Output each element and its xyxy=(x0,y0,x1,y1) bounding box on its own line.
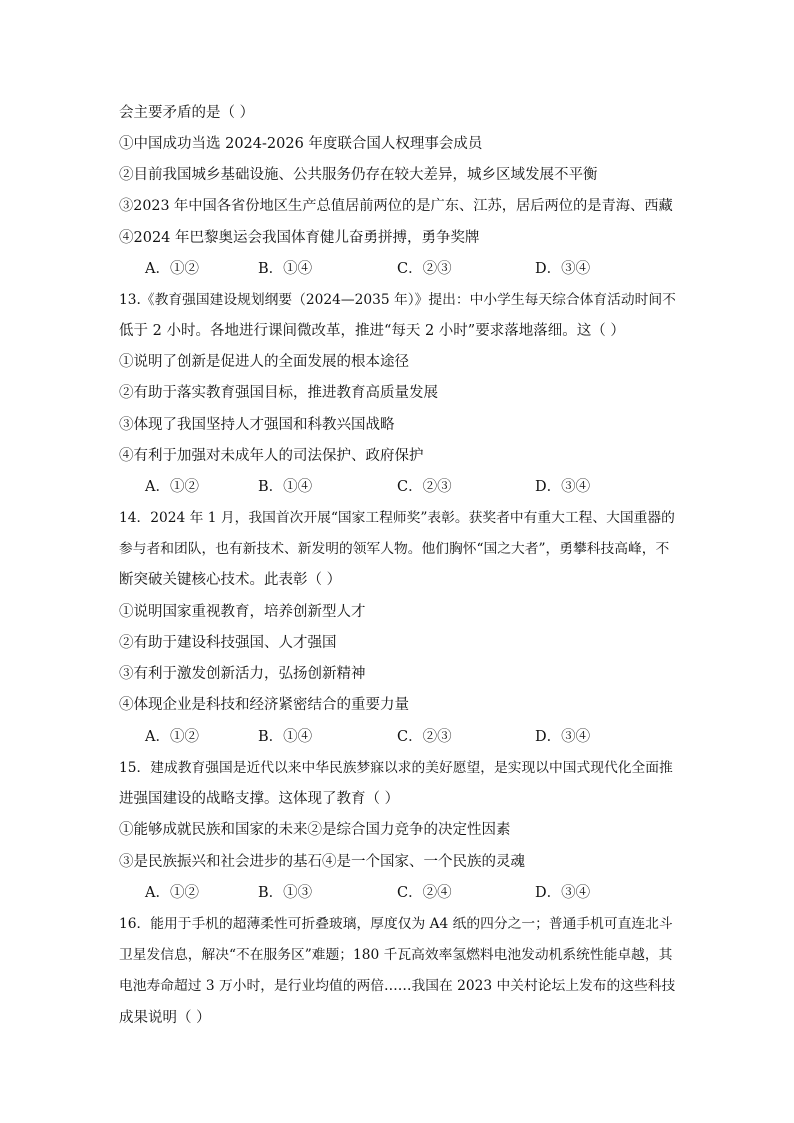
q12-option-b[interactable]: B．①④ xyxy=(258,261,313,277)
q12-statement-3: ③2023 年中国各省份地区生产总值居前两位的是广东、江苏，居后两位的是青海、西藏 xyxy=(119,198,673,214)
q14-stem-line-1: 14．2024 年 1 月，我国首次开展“国家工程师奖”表彰。获奖者中有重大工程、大国重器的 xyxy=(119,510,675,526)
q13-statement-3: ③体现了我国坚持人才强国和科教兴国战略 xyxy=(119,417,395,433)
q15-option-c[interactable]: C．②④ xyxy=(397,885,452,901)
q12-option-d[interactable]: D．③④ xyxy=(535,261,591,277)
q12-option-a[interactable]: A．①② xyxy=(145,261,199,277)
q12-stem-tail: 会主要矛盾的是（ ） xyxy=(119,105,255,121)
q13-stem-line-1: 13.《教育强国建设规划纲要（2024—2035 年）》提出：中小学生每天综合体育活动时间不 xyxy=(119,292,676,308)
q16-stem-line-1: 16．能用于手机的超薄柔性可折叠玻璃，厚度仅为 A4 纸的四分之一；普通手机可直连北斗 xyxy=(119,916,673,932)
q14-option-b[interactable]: B．①④ xyxy=(258,729,313,745)
q12-statement-4: ④2024 年巴黎奥运会我国体育健儿奋勇拼搏，勇争奖牌 xyxy=(119,230,480,246)
q13-statement-1: ①说明了创新是促进人的全面发展的根本途径 xyxy=(119,354,409,370)
q15-statement-line-2: ③是民族振兴和社会进步的基石④是一个国家、一个民族的灵魂 xyxy=(119,854,525,870)
q14-statement-2: ②有助于建设科技强国、人才强国 xyxy=(119,635,337,651)
q13-stem-line-2: 低于 2 小时。各地进行课间微改革，推进“每天 2 小时”要求落地落细。这（ ） xyxy=(119,323,625,339)
q13-option-a[interactable]: A．①② xyxy=(145,479,199,495)
q13-option-b[interactable]: B．①④ xyxy=(258,479,313,495)
q13-option-c[interactable]: C．②③ xyxy=(397,479,452,495)
q15-statement-line-1: ①能够成就民族和国家的未来②是综合国力竞争的决定性因素 xyxy=(119,822,511,838)
q12-statement-2: ②目前我国城乡基础设施、公共服务仍存在较大差异，城乡区域发展不平衡 xyxy=(119,167,598,183)
q14-stem-line-3: 断突破关键核心技术。此表彰（ ） xyxy=(119,572,342,588)
q15-option-b[interactable]: B．①③ xyxy=(258,885,313,901)
q14-statement-1: ①说明国家重视教育，培养创新型人才 xyxy=(119,604,366,620)
q14-stem-line-2: 参与者和团队，也有新技术、新发明的领军人物。他们胸怀“国之大者”，勇攀科技高峰，不 xyxy=(119,541,670,557)
q14-option-d[interactable]: D．③④ xyxy=(535,729,591,745)
q16-stem-line-4: 成果说明（ ） xyxy=(119,1010,211,1026)
q12-statement-1: ①中国成功当选 2024-2026 年度联合国人权理事会成员 xyxy=(119,136,483,152)
q15-option-d[interactable]: D．③④ xyxy=(535,885,591,901)
q12-option-c[interactable]: C．②③ xyxy=(397,261,452,277)
q14-statement-3: ③有利于激发创新活力，弘扬创新精神 xyxy=(119,666,366,682)
q15-stem-line-1: 15．建成教育强国是近代以来中华民族梦寐以求的美好愿望，是实现以中国式现代化全面推 xyxy=(119,760,673,776)
q15-option-a[interactable]: A．①② xyxy=(145,885,199,901)
q14-option-c[interactable]: C．②③ xyxy=(397,729,452,745)
q16-stem-line-2: 卫星发信息，解决“不在服务区”难题；180 千瓦高效率氢燃料电池发动机系统性能卓越，其 xyxy=(119,947,673,963)
q13-option-d[interactable]: D．③④ xyxy=(535,479,591,495)
q14-option-a[interactable]: A．①② xyxy=(145,729,199,745)
q13-statement-4: ④有利于加强对未成年人的司法保护、政府保护 xyxy=(119,448,424,464)
q16-stem-line-3: 电池寿命超过 3 万小时，是行业均值的两倍……我国在 2023 中关村论坛上发布的这些科技 xyxy=(119,978,676,994)
q13-statement-2: ②有助于落实教育强国目标，推进教育高质量发展 xyxy=(119,385,438,401)
q14-statement-4: ④体现企业是科技和经济紧密结合的重要力量 xyxy=(119,697,409,713)
q15-stem-line-2: 进强国建设的战略支撑。这体现了教育（ ） xyxy=(119,791,400,807)
